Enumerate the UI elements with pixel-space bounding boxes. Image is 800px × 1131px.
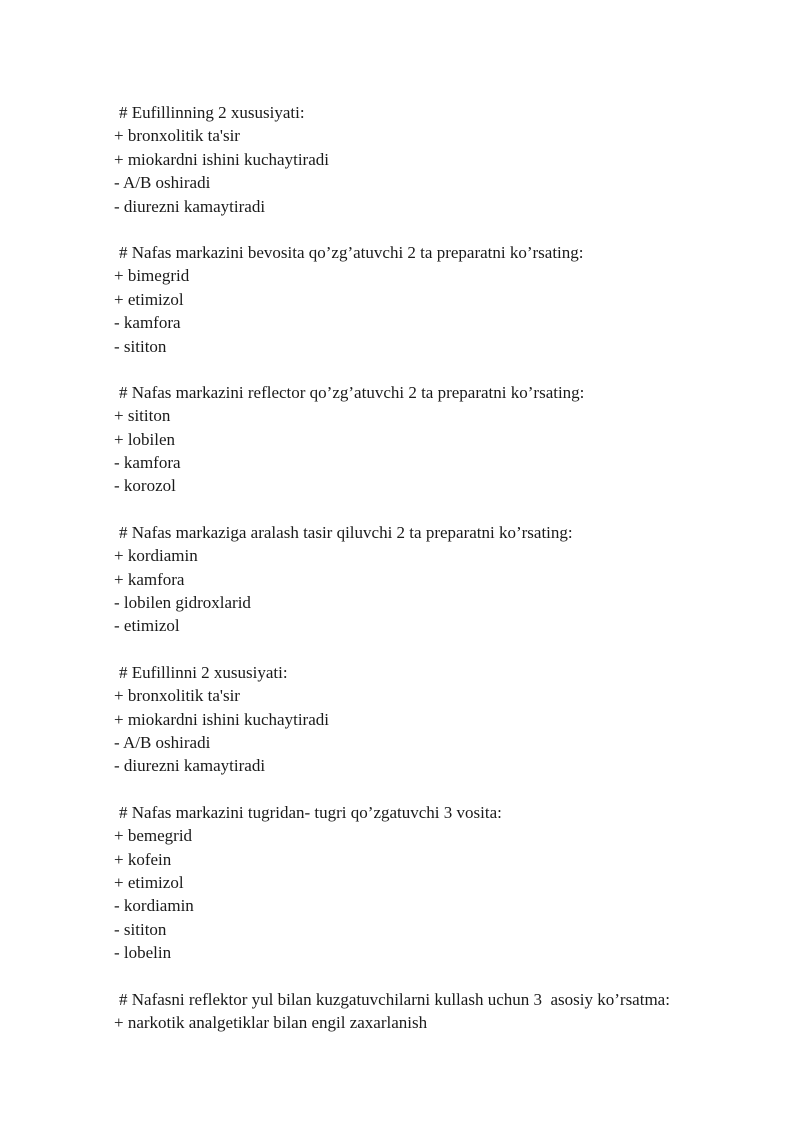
- question-block: [114, 661, 774, 778]
- answer-option: - diurezni kamaytiradi: [114, 196, 266, 216]
- answer-option: + kordiamin: [114, 546, 198, 566]
- answer-option: + bemegrid: [114, 826, 193, 846]
- answer-option: + narkotik analgetiklar bilan engil zaxarlanish: [114, 1012, 428, 1032]
- question-text: # Eufillinni 2 xususiyati:: [119, 662, 288, 682]
- question-block: [114, 101, 774, 218]
- question-text: # Nafas markaziga aralash tasir qiluvchi 2 ta preparatni ko’rsating:: [119, 522, 573, 542]
- answer-option: + miokardni ishini kuchaytiradi: [114, 149, 329, 169]
- answer-option: - A/B oshiradi: [114, 732, 211, 752]
- answer-option: + bronxolitik ta'sir: [114, 686, 240, 706]
- question-block: [114, 381, 774, 498]
- answer-option: + kamfora: [114, 569, 185, 589]
- question-text: # Nafasni reflektor yul bilan kuzgatuvchilarni kullash uchun 3 asosiy ko’rsatma:: [119, 989, 670, 1009]
- question-block: [114, 801, 774, 965]
- question-text: # Nafas markazini reflector qo’zg’atuvchi 2 ta preparatni ko’rsating:: [119, 382, 585, 402]
- answer-option: + sititon: [114, 406, 171, 426]
- question-text: # Nafas markazini bevosita qo’zg’atuvchi 2 ta preparatni ko’rsating:: [119, 242, 584, 262]
- answer-option: - kamfora: [114, 313, 181, 333]
- answer-option: - korozol: [114, 476, 176, 496]
- answer-option: + lobilen: [114, 429, 176, 449]
- answer-option: - sititon: [114, 336, 167, 356]
- question-text: # Nafas markazini tugridan- tugri qo’zgatuvchi 3 vosita:: [119, 802, 502, 822]
- answer-option: + kofein: [114, 849, 172, 869]
- answer-option: - lobilen gidroxlarid: [114, 593, 251, 613]
- answer-option: + miokardni ishini kuchaytiradi: [114, 709, 329, 729]
- question-block: [114, 241, 774, 358]
- answer-option: + bronxolitik ta'sir: [114, 126, 240, 146]
- question-block: [114, 988, 774, 1035]
- question-block: [114, 521, 774, 638]
- answer-option: - kamfora: [114, 453, 181, 473]
- answer-option: - kordiamin: [114, 896, 194, 916]
- question-text: # Eufillinning 2 xususiyati:: [119, 103, 305, 122]
- answer-option: - etimizol: [114, 616, 180, 636]
- answer-option: - sititon: [114, 919, 167, 939]
- answer-option: - diurezni kamaytiradi: [114, 756, 266, 776]
- answer-option: + bimegrid: [114, 266, 190, 286]
- answer-option: - lobelin: [114, 943, 172, 963]
- document-content: [114, 101, 774, 1057]
- answer-option: + etimizol: [114, 289, 184, 309]
- answer-option: - A/B oshiradi: [114, 173, 211, 193]
- answer-option: + etimizol: [114, 872, 184, 892]
